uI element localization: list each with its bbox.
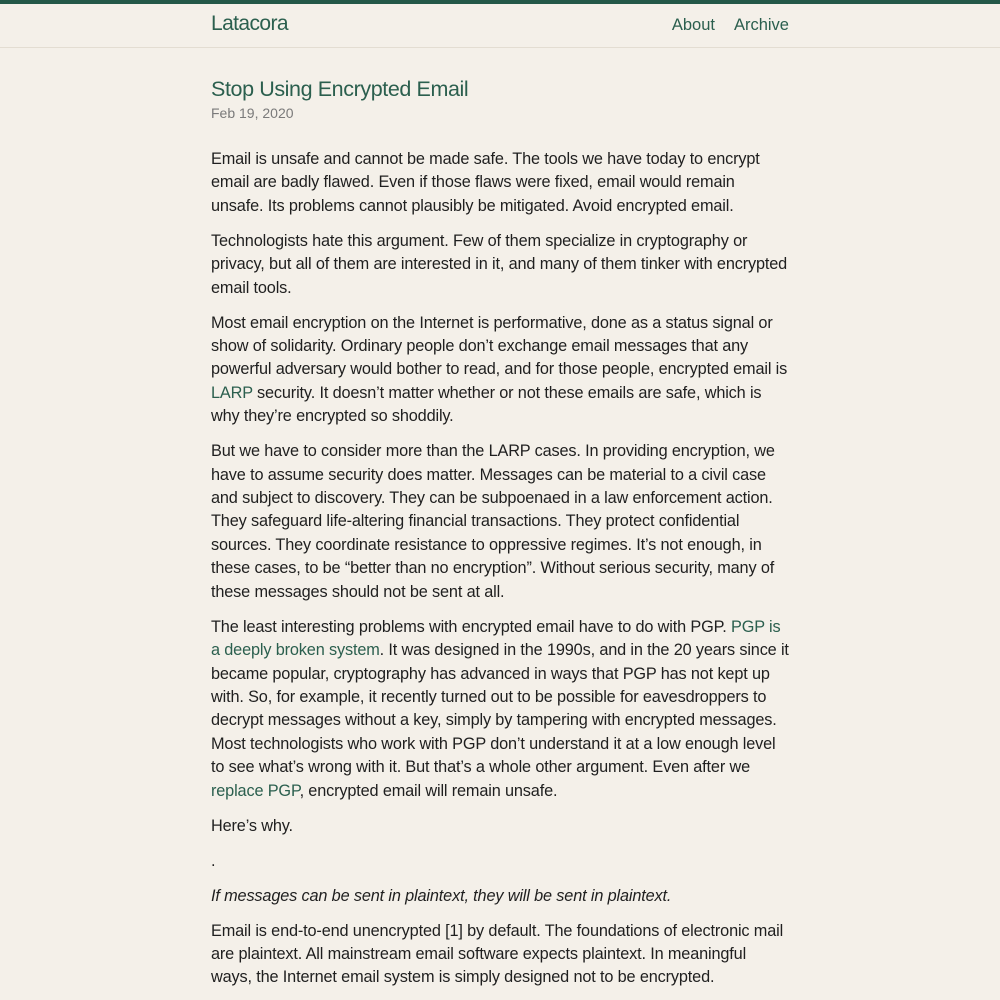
post-date: Feb 19, 2020 [211, 105, 294, 121]
nav-archive-link[interactable]: Archive [733, 16, 789, 34]
nav-about-link[interactable]: About [671, 16, 715, 34]
pgp-broken-link[interactable]: PGP is a deeply broken system [211, 617, 781, 660]
site-header [0, 4, 1000, 48]
site-title-link[interactable]: Latacora [211, 12, 288, 35]
paragraph-text: Most email encryption on the Internet is performative, done as a status signal or show of solidarity. Ordinary people don’t exchange email messages that any powerful adversary would bother to read, and for those people, encrypted email is [211, 313, 788, 379]
paragraph-pgp [211, 616, 789, 803]
paragraph-heres-why: Here’s why. [211, 816, 293, 835]
paragraph-separator-dot: . [211, 851, 216, 870]
paragraph-plaintext-heading [211, 885, 789, 908]
paragraph-text: . It was designed in the 1990s, and in the 20 years since it became popular, cryptography has advanced in ways that PGP has not kept up with. So, for example, it recently turned out to be possible for eavesdroppers to decrypt messages without a key, simply by tampering with encrypted messages. Most technologists who work with PGP don’t understand it at a low enough level to see what’s wrong with it. But that’s a whole other argument. Even after we [211, 641, 789, 777]
post-title: Stop Using Encrypted Email [211, 77, 469, 101]
paragraph-text: , encrypted email will remain unsafe. [299, 781, 558, 800]
paragraph-intro: Email is unsafe and cannot be made safe. The tools we have today to encrypt email are badly flawed. Even if those flaws were fixed, email would remain unsafe. Its problems cannot plausibly be mitigated. Avoid encrypted email. [211, 150, 760, 215]
header-inner [211, 4, 789, 47]
paragraph-technologists: Technologists hate this argument. Few of them specialize in cryptography or privacy, but all of them are interested in it, and many of them tinker with encrypted email tools. [211, 231, 788, 297]
larp-link[interactable]: LARP [211, 383, 253, 402]
paragraph-performative [211, 312, 789, 429]
paragraph-larp-cases: But we have to consider more than the LARP cases. In providing encryption, we have to assume security does matter. Messages can be material to a civil case and subject to discovery. They can be subpoenaed in a law enforcement action. They safeguard life-altering financial transactions. They protect confidential sources. They coordinate resistance to oppressive regimes. It’s not enough, in these cases, to be “better than no encryption”. Without serious security, many of these messages should not be sent at all. [211, 442, 775, 601]
paragraph-unencrypted-default: Email is end-to-end unencrypted [1] by default. The foundations of electronic mail are plaintext. All mainstream email software expects plaintext. In meaningful ways, the Internet email system is simply designed not to be encrypted. [211, 921, 784, 987]
paragraph-text: security. It doesn’t matter whether or not these emails are safe, which is why they’re encrypted so shoddily. [211, 383, 762, 426]
post-body [211, 148, 789, 990]
plaintext-heading-text: If messages can be sent in plaintext, they will be sent in plaintext. [211, 886, 672, 905]
replace-pgp-link[interactable]: replace PGP [211, 781, 300, 800]
site-nav [672, 16, 789, 35]
paragraph-text: The least interesting problems with encrypted email have to do with PGP. [211, 617, 731, 636]
post-content [211, 48, 789, 990]
